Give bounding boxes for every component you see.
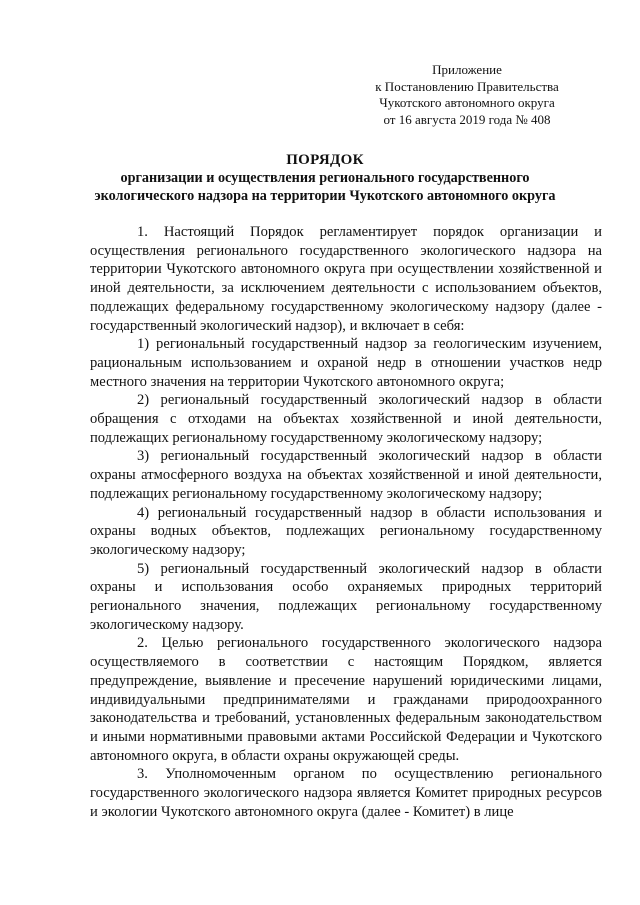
paragraph-1: 1. Настоящий Порядок регламентирует порядок организации и осуществления регионального государственного экологического надзора на территории Чукотского автономного округа при осуществлении хозяйственной и иной деятельности, за исключением деятельности с использованием объектов, подлежащих федеральному государственному экологическому надзору (далее - государственный экологический надзор), и включает в себя: — [90, 224, 602, 334]
paragraph-1-item-1: 1) региональный государственный надзор за геологическим изучением, рациональным использованием и охраной недр в отношении участков недр местного значения на территории Чукотского автономного округа; — [90, 336, 602, 390]
paragraph-1-item-5: 5) региональный государственный экологический надзор в области охраны и использования особо охраняемых природных территорий регионального значения, подлежащих региональному государственному экологическому надзору. — [90, 560, 602, 633]
paragraph-2: 2. Целью регионального государственного экологического надзора осуществляемого в соответствии с настоящим Порядком, является предупреждение, выявление и пресечение нарушений юридическими лицами, индивидуальными предпринимателями и гражданами природоохранного законодательства и требований, установленных федеральным законодательством и иными нормативными правовыми актами Российской Федерации и Чукотского автономного округа, в области охраны окружающей среды. — [90, 635, 602, 764]
appendix-line-2: к Постановлению Правительства — [375, 78, 559, 94]
paragraph-1-item-4: 4) региональный государственный надзор в области использования и охраны водных объектов, подлежащих региональному государственному экологическому надзору; — [90, 504, 602, 558]
title-subtitle-line-1: организации и осуществления регионального государственного — [120, 170, 530, 186]
appendix-line-4: от 16 августа 2019 года № 408 — [383, 111, 551, 127]
title-main: ПОРЯДОК — [286, 152, 364, 168]
appendix-line-1: Приложение — [432, 62, 502, 77]
paragraph-1-item-2: 2) региональный государственный экологический надзор в области обращения с отходами на объектах хозяйственной и иной деятельности, подлежащих региональному государственному экологическому надзору; — [90, 392, 602, 446]
appendix-line-3: Чукотского автономного округа — [379, 95, 555, 110]
paragraph-3: 3. Уполномоченным органом по осуществлению регионального государственного экологического надзора является Комитет природных ресурсов и экологии Чукотского автономного округа (далее - Комитет) в лице — [90, 766, 602, 820]
document-title — [70, 151, 580, 205]
document-body — [90, 223, 602, 822]
paragraph-1-item-3: 3) региональный государственный экологический надзор в области охраны атмосферного воздуха на объектах хозяйственной и иной деятельности, подлежащих региональному государственному экологическому надзору; — [90, 448, 602, 502]
appendix-header — [372, 62, 562, 128]
title-subtitle-line-2: экологического надзора на территории Чукотского автономного округа — [94, 188, 556, 204]
